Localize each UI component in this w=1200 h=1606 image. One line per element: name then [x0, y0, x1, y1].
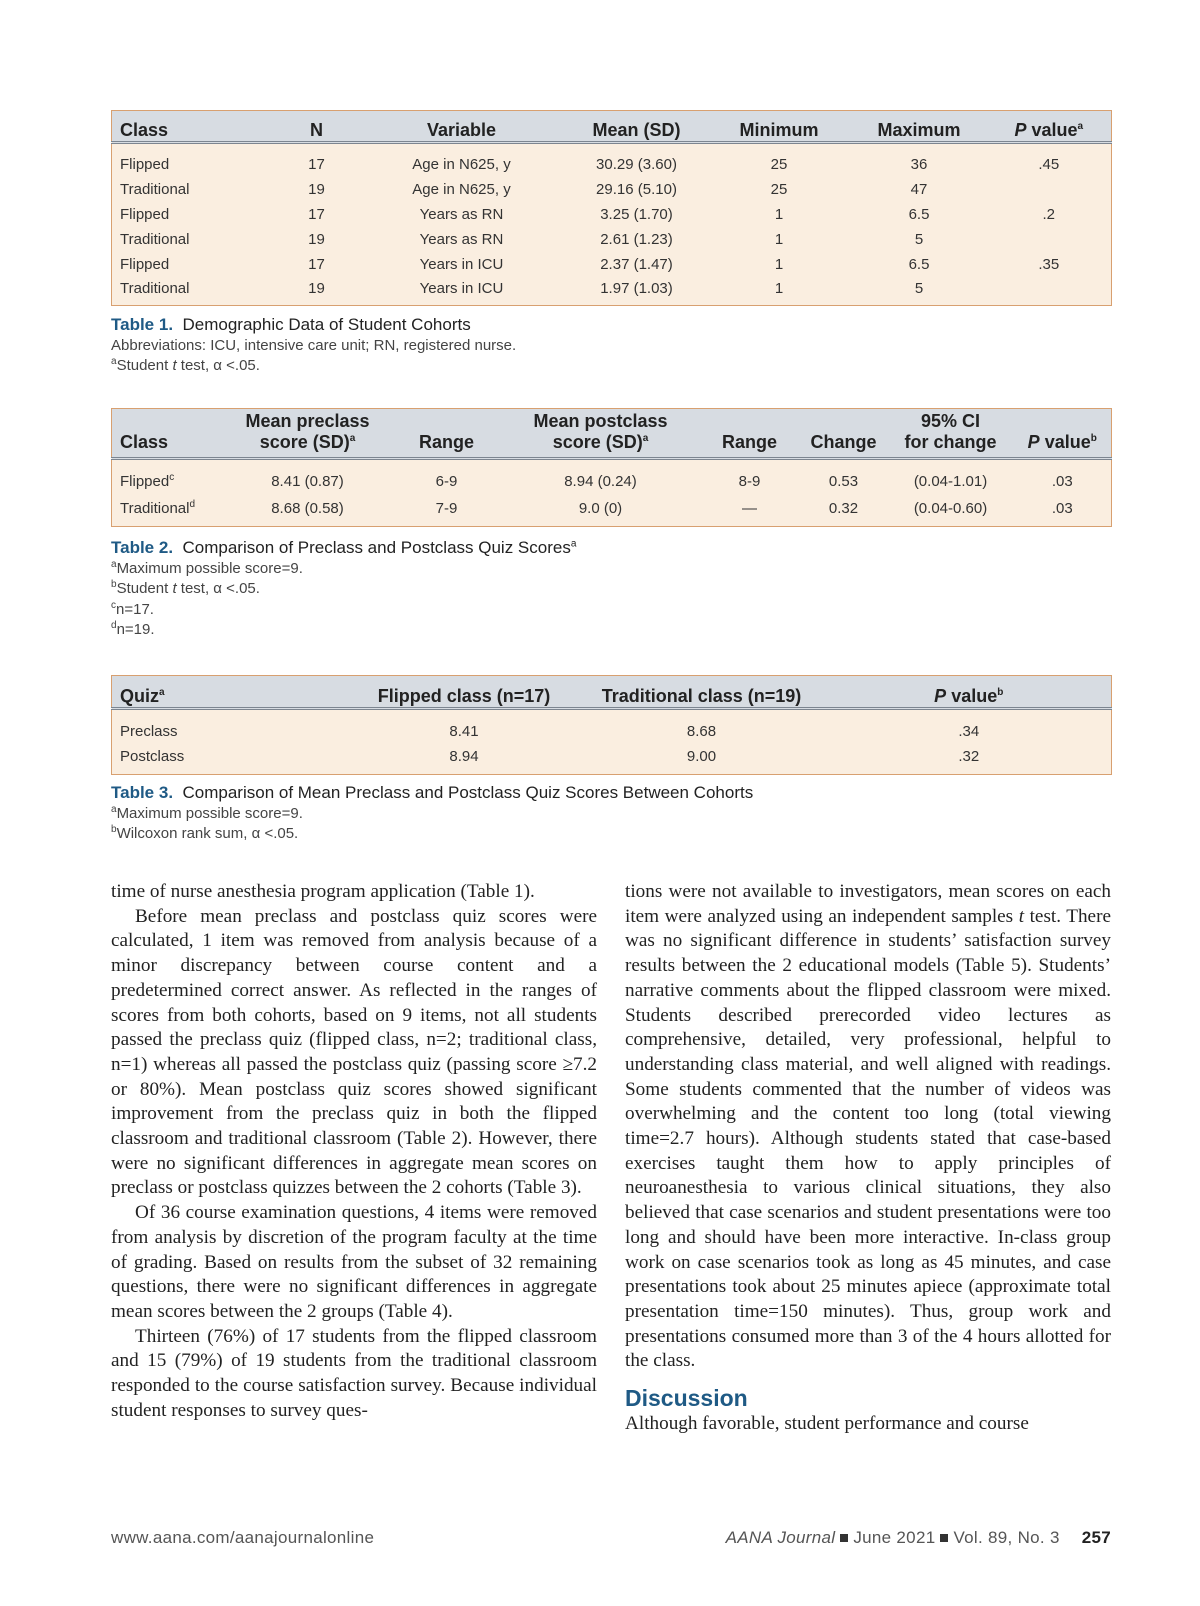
- cell-variable: Years in ICU: [419, 280, 504, 298]
- cell-max: 47: [910, 180, 928, 198]
- caption-abbreviations: Abbreviations: ICU, intensive care unit; RN, registered nurse.: [111, 336, 517, 354]
- cell-class: Flipped: [120, 205, 170, 223]
- cell-min: 1: [774, 230, 784, 248]
- paragraph: Thirteen (76%) of 17 students from the flipped classroom and 15 (79%) of 19 students from the traditional classroom responded to the course satisfaction survey. Because individual student responses to survey ques-: [111, 1325, 597, 1421]
- table-row: [112, 459, 1112, 495]
- header-p-value: P value$^a$: [987, 111, 1112, 143]
- header-mean: Mean (SD): [567, 111, 707, 143]
- cell-mean: 30.29 (3.60): [596, 156, 677, 174]
- cell-variable: Years as RN: [419, 230, 504, 248]
- caption-title: Table 1. Demographic Data of Student Cohorts: [111, 315, 471, 334]
- body-right-column: [625, 880, 1111, 1437]
- cell-range-post: —: [742, 499, 757, 517]
- cell-p: .03: [1051, 499, 1073, 517]
- caption-title: Table 2. Comparison of Preclass and Postclass Quiz Scores$^a$: [111, 538, 577, 557]
- table-1-caption: [111, 315, 516, 377]
- cell-n: 17: [308, 255, 325, 273]
- header-flipped: Flipped class (n=17): [352, 676, 577, 709]
- cell-quiz: Preclass: [120, 722, 178, 740]
- cell-min: 1: [774, 280, 784, 298]
- body-left-column: [111, 880, 597, 1423]
- cell-p: .45: [1038, 156, 1060, 174]
- cell-flipped: 8.41: [449, 722, 479, 740]
- cell-n: 19: [308, 180, 325, 198]
- table-2-caption: [111, 538, 576, 641]
- cell-pre: 8.41 (0.87): [271, 473, 344, 491]
- cell-mean: 2.61 (1.23): [600, 230, 673, 248]
- cell-traditional: 9.00: [686, 748, 717, 766]
- cell-mean: 3.25 (1.70): [600, 205, 673, 223]
- cell-max: 6.5: [908, 255, 930, 273]
- cell-max: 5: [914, 230, 924, 248]
- table-row: [112, 495, 1112, 527]
- header-variable: Variable: [357, 111, 567, 143]
- cell-min: 25: [770, 156, 788, 174]
- cell-p: [987, 177, 1112, 202]
- cell-class: Flipped$^c$: [120, 472, 175, 491]
- cell-p: .35: [1038, 255, 1060, 273]
- cell-class: Traditional: [120, 230, 190, 248]
- cell-mean: 29.16 (5.10): [596, 180, 677, 198]
- cell-change: 0.53: [828, 473, 859, 491]
- cell-variable: Age in N625, y: [412, 156, 511, 174]
- table-row: [112, 709, 1112, 744]
- header-n: N: [277, 111, 357, 143]
- table-1: [111, 110, 1112, 306]
- table-row: [112, 202, 1112, 227]
- caption-note-c: $^c$n=17.: [111, 599, 154, 618]
- cell-quiz: Postclass: [120, 748, 185, 766]
- cell-max: 5: [914, 280, 924, 298]
- caption-note-b: $^b$Student t test, α <.05.: [111, 579, 260, 597]
- header-maximum: Maximum: [852, 111, 987, 143]
- separator-square-icon: [940, 1534, 948, 1542]
- cell-range-post: 8-9: [738, 473, 761, 491]
- cell-max: 6.5: [908, 205, 930, 223]
- separator-square-icon: [840, 1534, 848, 1542]
- cell-p: .32: [958, 748, 980, 766]
- paragraph: tions were not available to investigators, mean scores on each item were analyzed using an independent samples t test. There was no significant difference in students’ satisfaction survey results between the 2 educational models (Table 5). Students’ narrative comments about the flipped classroom were mixed. Students described prerecorded video lectures as comprehensive, detailed, very professional, helpful to understanding class material, and well aligned with readings. Some students commented that the number of videos was overwhelming and the content too long (total viewing time=2.7 hours). Although students stated that case-based exercises taught them how to apply principles of neuroanesthesia to various clinical situations, they also believed that case scenarios and student presentations were too long and should have been more interactive. In-class group work on case scenarios took as long as 45 minutes, and case presentations took about 25 minutes apiece (approximate total presentation time=150 minutes). Thus, group work and presentations consumed more than 3 of the 4 hours allotted for the class.: [625, 881, 1111, 1372]
- table-1-header: [112, 111, 1112, 143]
- paragraph: Before mean preclass and postclass quiz scores were calculated, 1 item was removed from analysis because of a minor discrepancy between course content and a predetermined correct answer. As reflected in the ranges of scores from both cohorts, based on 9 items, not all students passed the preclass quiz (flipped class, n=2; traditional class, n=1) whereas all passed the postclass quiz (passing score ≥7.2 or 80%). Mean postclass quiz scores showed significant improvement from the preclass quiz in both the flipped classroom and traditional classroom (Table 2). However, there were no significant differences in aggregate mean scores on preclass or postclass quizzes between the 2 cohorts (Table 3).: [111, 905, 597, 1199]
- cell-mean: 1.97 (1.03): [600, 280, 673, 298]
- header-range-post: Range: [700, 409, 800, 459]
- table-3-caption: [111, 783, 753, 845]
- cell-n: 17: [308, 205, 325, 223]
- cell-n: 19: [308, 230, 325, 248]
- table-2: [111, 408, 1112, 527]
- header-p-value: P value$^b$: [1014, 409, 1112, 459]
- table-3-header: [112, 676, 1112, 709]
- caption-note-d: $^d$n=19.: [111, 620, 155, 638]
- cell-min: 1: [774, 255, 784, 273]
- cell-post: 8.94 (0.24): [564, 473, 637, 491]
- journal-citation: AANA Journal June 2021 Vol. 89, No. 3 257: [725, 1528, 1111, 1547]
- cell-p: .03: [1051, 473, 1073, 491]
- header-traditional: Traditional class (n=19): [577, 676, 827, 709]
- caption-title: Table 3. Comparison of Mean Preclass and Postclass Quiz Scores Between Cohorts: [111, 783, 754, 802]
- header-quiz: Quiz$^a$: [112, 676, 352, 709]
- cell-min: 1: [774, 205, 784, 223]
- header-p-value: P value$^b$: [827, 676, 1112, 709]
- caption-note-a: $^a$Maximum possible score=9.: [111, 803, 303, 822]
- cell-post: 9.0 (0): [578, 499, 623, 517]
- cell-n: 17: [308, 156, 325, 174]
- cell-class: Traditional: [120, 180, 190, 198]
- cell-min: 25: [770, 180, 788, 198]
- cell-class: Flipped: [120, 156, 170, 174]
- cell-change: 0.32: [828, 499, 859, 517]
- cell-pre: 8.68 (0.58): [271, 499, 344, 517]
- table-row: [112, 227, 1112, 252]
- table-row: [112, 252, 1112, 277]
- cell-class: Traditional$^d$: [120, 498, 196, 517]
- cell-range-pre: 6-9: [435, 473, 458, 491]
- caption-note-a: $^a$Maximum possible score=9.: [111, 558, 303, 577]
- header-mean-preclass: Mean preclass score (SD)$^a$: [224, 409, 392, 459]
- header-ci: 95% CI for change: [888, 409, 1014, 459]
- table-2-header: [112, 409, 1112, 459]
- caption-note-b: $^b$Wilcoxon rank sum, α <.05.: [111, 824, 299, 842]
- header-class: Class: [112, 409, 224, 459]
- header-class: Class: [112, 111, 277, 143]
- header-mean-postclass: Mean postclass score (SD)$^a$: [502, 409, 700, 459]
- cell-variable: Years as RN: [419, 205, 504, 223]
- cell-range-pre: 7-9: [435, 499, 458, 517]
- cell-mean: 2.37 (1.47): [600, 255, 673, 273]
- table-row: [112, 277, 1112, 306]
- table-row: [112, 177, 1112, 202]
- header-range-pre: Range: [392, 409, 502, 459]
- cell-ci: (0.04-1.01): [913, 473, 988, 491]
- header-minimum: Minimum: [707, 111, 852, 143]
- cell-p: .2: [1042, 205, 1055, 223]
- cell-ci: (0.04-0.60): [913, 499, 988, 517]
- cell-n: 19: [308, 280, 325, 298]
- header-change: Change: [800, 409, 888, 459]
- cell-variable: Years in ICU: [419, 255, 504, 273]
- cell-p: [987, 227, 1112, 252]
- caption-note-a: $^a$Student t test, α <.05.: [111, 356, 260, 374]
- paragraph: Although favorable, student performance and course: [625, 1413, 1029, 1435]
- table-row: [112, 143, 1112, 177]
- cell-variable: Age in N625, y: [412, 180, 511, 198]
- cell-p: [987, 277, 1112, 306]
- cell-traditional: 8.68: [686, 722, 717, 740]
- page-number: 257: [1081, 1528, 1111, 1547]
- cell-class: Flipped: [120, 255, 170, 273]
- cell-p: .34: [958, 722, 980, 740]
- table-3: [111, 675, 1112, 775]
- table-row: [112, 744, 1112, 775]
- cell-class: Traditional: [120, 280, 190, 298]
- page-footer: [111, 1528, 1111, 1548]
- paragraph: time of nurse anesthesia program application (Table 1).: [111, 881, 535, 902]
- journal-url[interactable]: www.aana.com/aanajournalonline: [111, 1528, 375, 1547]
- paragraph: Of 36 course examination questions, 4 items were removed from analysis by discretion of the program faculty at the time of grading. Based on results from the subset of 32 remaining questions, there were no significant differences in aggregate mean scores between the 2 groups (Table 4).: [111, 1202, 597, 1322]
- cell-flipped: 8.94: [449, 748, 479, 766]
- cell-max: 36: [910, 156, 928, 174]
- section-heading-discussion: Discussion: [625, 1385, 748, 1412]
